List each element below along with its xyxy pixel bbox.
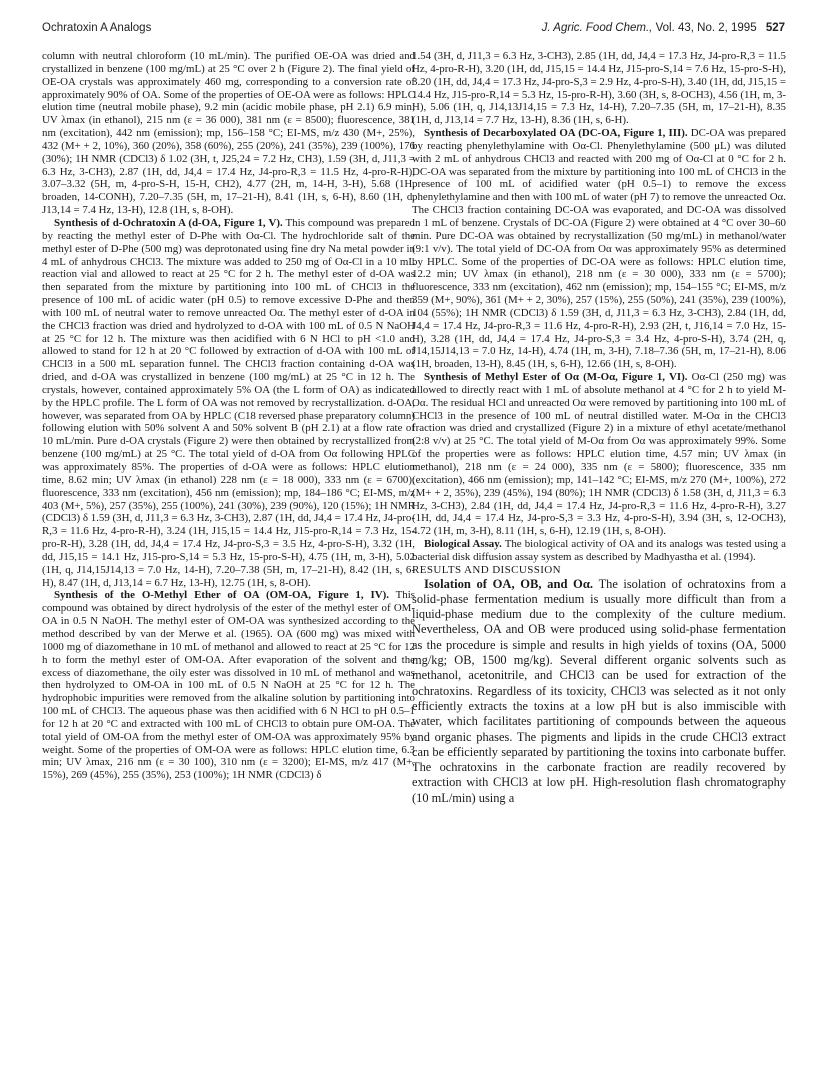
paragraph-body: The isolation of ochratoxins from a solid-phase fermentation medium is usually more difficult than from a liquid-phase medium due to the complexity of the culture medium. Nevertheless, OA and OB were produced using solid-phase fermentation as the procedure is simple and results in high yields of toxins (OA, 5000 mg/kg; OB, 1500 mg/kg). Several different organic solvents such as methanol, acetonitrile, and CHCl3 can be used for extraction of the ochratoxins. Regardless of its toxicity, CHCl3 was selected as it not only efficiently extracts the toxins at a low pH but is also immiscible with water, which facilitates partitioning of compounds between the aqueous and organic phases. The pigments and lipids in the crude CHCl3 extract can be efficiently separated by partitioning the toxins into carbonate buffer. The ochratoxins in the carbonate fraction are readily recovered by extraction with CHCl3 at low pH. High-resolution flash chromatography (10 mL/min) using a xyxy=(412,576,786,805)
paragraph-body: Oα-Cl (250 mg) was allowed to directly react with 1 mL of absolute methanol at 4 °C for 2 h to yield M-Oα. The residual HCl and unreacted Oα were removed by partitioning into 100 mL of CHCl3 in the presence of 100 mL of neutral distilled water. M-Oα in the CHCl3 fraction was dried and crystallized (Figure 2) in a mixture of ethyl acetate/methanol (2:8 v/v) at 25 °C. The total yield of M-Oα from Oα was approximately 99%. Some of the properties were as follows: HPLC elution time, 4.57 min; UV λmax (in methanol), 218 nm (ε = 24 000), 335 nm (ε = 5800); fluorescence, 335 nm (excitation), 466 nm (emission); mp, 141–142 °C; EI-MS, m/z 270 (M+, 100%), 272 (M+ + 2, 35%), 239 (45%), 194 (80%); 1H NMR (CDCl3) δ 1.58 (3H, d, J11,3 = 6.3 Hz, 3-CH3), 2.84 (1H, dd, J4,4 = 17.4 Hz, J4-pro-R,3 = 11.6 Hz, 4-pro-R-H), 3.27 (1H, dd, J4,4 = 17.4 Hz, J4-pro-S,3 = 3.3 Hz, 4-pro-S-H), 3.94 (3H, s, 12-OCH3), 4.72 (1H, m, 3-H), 8.11 (1H, s, 6-H), 12.19 (1H, s, 8-OH). xyxy=(412,371,786,538)
paragraph-body: This compound was obtained by direct hydrolysis of the ester of the methyl ester of OM-OA in 0.5 N NaOH. The methyl ester of OM-OA was synthesized according to the method described by van der Merwe et al. (1965). OA (600 mg) was mixed with 1000 mg of diazomethane in 10 mL of methanol and allowed to react at 25 °C for 12 h to form the methyl ester of OM-OA. After evaporation of the solvent and the excess of diazomethane, the oily ester was dissolved in 10 mL of methanol and was then hydrolyzed to OM-OA in 100 mL of 0.5 N NaOH at 25 °C for 12 h. The hydrophobic impurities were removed from the alkaline solution by partitioning into 100 mL of CHCl3. The aqueous phase was then acidified with 6 N HCl to pH 0.5–1 for 12 h at 20 °C and extracted with 100 mL of CHCl3 to obtain pure OM-OA. The total yield of OM-OA from the methyl ester of OM-OA was approximately 95% by weight. Some of the properties of OM-OA were as follows: HPLC elution time, 6.3 min; UV λmax, 216 nm (ε = 30 100), 310 nm (ε = 3200); EI-MS, m/z 417 (M+, 15%), 269 (45%), 255 (35%), 253 (100%); 1H NMR (CDCl3) δ xyxy=(42,589,415,782)
paragraph-body: DC-OA was prepared by reacting phenylethylamine with Oα-Cl. Phenylethylamine (500 μL) was diluted with 2 mL of anhydrous CHCl3 and reacted with 200 mg of Oα-Cl at 0 °C for 2 h. DC-OA was separated from the mixture by partitioning into 100 mL of CHCl3 in the presence of 100 mL of acidified water (pH 0.5–1) to remove the excess phenylethylamine and then with 100 mL of water (pH 7) to remove the unreacted Oα. The CHCl3 fraction containing DC-OA was evaporated, and DC-OA was dissolved in 1 mL of benzene. Crystals of DC-OA (Figure 2) were obtained at 4 °C over 30–60 min. Pure DC-OA was obtained by recrystallization (50 mg/mL) in methanol/water (9:1 v/v). The total yield of DC-OA from Oα was approximately 95% as determined by HPLC. Some of the properties of DC-OA were as follows: HPLC elution time, 12.2 min; UV λmax (in ethanol), 218 nm (ε = 30 000), 333 nm (ε = 5700); fluorescence, 333 nm (excitation), 462 nm (emission); mp, 154–155 °C; EI-MS, m/z 359 (M+, 90%), 361 (M+ + 2, 30%), 257 (15%), 255 (50%), 241 (35%), 239 (100%), 104 (55%); 1H NMR (CDCl3) δ 1.59 (3H, d, J11,3 = 6.3 Hz, 3-CH3), 2.84 (1H, dd, J4,4 = 17.4 Hz, J4-pro-R,3 = 11.6 Hz, 4-pro-R-H), 2.93 (2H, t, J16,14 = 7.0 Hz, 15-H), 3.28 (1H, dd, J4,4 = 17.4 Hz, J4-pro-S,3 = 3.4 Hz, 4-pro-S-H), 3.74 (2H, q, J14,15J14,13 = 7.0 Hz, 14-H), 4.74 (1H, m, 3-H), 7.18–7.36 (5H, m, 17–21-H), 8.06 (1H, broaden, 13-H), 8.45 (1H, s, 6-H), 12.66 (1H, s, 8-OH). xyxy=(412,127,786,371)
subsection-heading: Synthesis of d-Ochratoxin A (d-OA, Figure 1, V). xyxy=(54,216,283,229)
journal-volume: Vol. 43, No. 2, 1995 xyxy=(655,22,757,34)
subsection-heading: Synthesis of Decarboxylated OA (DC-OA, Figure 1, III). xyxy=(424,127,688,140)
paragraph-m-oa-synthesis xyxy=(412,371,786,538)
paragraph-body: The biological activity of OA and its analogs was tested using a bacterial disk diffusion assay system as described by Madhyastha et al. (1994). xyxy=(412,538,787,563)
paragraph-isolation xyxy=(412,577,786,806)
section-heading: RESULTS AND DISCUSSION xyxy=(412,563,561,576)
subsection-heading: Biological Assay. xyxy=(424,538,502,551)
paragraph-body: This compound was prepared by reacting the methyl ester of D-Phe with Oα-Cl. The hydrochloride salt of the methyl ester of D-Phe (500 mg) was deprotonated using fine dry Na metal powder in 4 mL of anhydrous CHCl3. The mixture was added to 250 mg of Oα-Cl in a 10 mL reaction vial and allowed to react at 25 °C for 2 h. The methyl ester of d-OA was then separated from the mixture by partitioning into 100 mL of CHCl3 in the presence of 100 mL of acidic water (pH 0.5) to remove excessive D-Phe and then with 100 mL of neutral water to remove unreacted Oα. The methyl ester of d-OA in the CHCl3 fraction was dried and hydrolyzed to d-OA with 100 mL of 0.5 N NaOH at 25 °C for 12 h. The mixture was then acidified with 6 N HCl to pH <1.0 and allowed to stand for 12 h at 20 °C followed by extraction of d-OA with 100 mL of CHCl3 in a 500 mL separation funnel. The CHCl3 fraction containing d-OA was dried, and d-OA was crystallized in benzene (100 mg/mL) at 25 °C in 12 h. The crystals, however, contained approximately 5% OA (the L form of OA) as indicated by the HPLC profile. The L form of OA was not removed by recrystallization. d-OA, however, was separated from OA by HPLC (C18 reversed phase preparatory column) following elution with 50% solvent A and 50% solvent B (pH 2.1) at a flow rate of 10 mL/min. Pure d-OA crystals (Figure 2) were then obtained by recrystallized from benzene (100 mg/mL) at 25 °C. The total yield of d-OA from Oα following HPLC was approximately 85%. The properties of d-OA were as follows: HPLC elution time, 8.62 min; UV λmax (in ethanol) 228 nm (ε = 18 000), 333 nm (ε = 6700); fluorescence, 333 nm (excitation), 456 nm (emission); mp, 184–186 °C; EI-MS, m/z 403 (M+, 5%), 257 (35%), 255 (100%), 241 (30%), 239 (90%), 120 (15%); 1H NMR (CDCl3) δ 1.59 (3H, d, J11,3 = 6.3 Hz, 3-CH3), 2.87 (1H, dd, J4,4 = 17.4 Hz, J4-pro-R,3 = 11.6 Hz, 4-pro-R-H), 3.24 (1H, J15,15 = 14.4 Hz, J15-pro-R,14 = 7.3 Hz, 15-pro-R-H), 3.28 (1H, dd, J4,4 = 17.4 Hz, J4-pro-S,3 = 3.5 Hz, 4-pro-S-H), 3.32 (1H, dd, J15,15 = 14.1 Hz, J15-pro-S,14 = 5.3 Hz, 15-pro-S-H), 4.75 (1H, m, 3-H), 5.02 (1H, q, J14,15J14,13 = 7.0 Hz, 14-H), 7.20–7.38 (5H, m, 17–21-H), 8.42 (1H, s, 6-H), 8.47 (1H, d, J13,14 = 6.7 Hz, 13-H), 12.75 (1H, s, 8-OH). xyxy=(42,216,415,589)
journal-name: J. Agric. Food Chem., xyxy=(541,22,653,34)
paragraph-oe-oa-continued: column with neutral chloroform (10 mL/min). The purified OE-OA was dried and crystallized in benzene (100 mg/mL) at 25 °C over 2 h (Figure 2). The final yield of OE-OA crystals was approximately 460 mg, corresponding to a conversion rate of approximately 90% of OA. Some of the properties of OE-OA were as follows: HPLC elution time (neutral mobile phase), 9.2 min (acidic mobile phase, pH 2.1) 6.9 min; UV λmax (in ethanol), 215 nm (ε = 36 000), 381 nm (ε = 8500); fluorescence, 381 nm (excitation), 442 nm (emission); mp, 156–158 °C; EI-MS, m/z 430 (M+, 25%), 432 (M+ + 2, 10%), 360 (20%), 358 (60%), 255 (20%), 241 (35%), 239 (100%), 176 (30%); 1H NMR (CDCl3) δ 1.02 (3H, t, J25,24 = 7.2 Hz, CH3), 1.59 (3H, d, J11,3 = 6.3 Hz, 3-CH3), 2.87 (1H, dd, J4,4 = 17.4 Hz, J4-pro-R,3 = 11.5 Hz, 4-pro-R-H), 3.07–3.32 (5H, m, 4-pro-S-H, 15-H, CH2), 4.77 (2H, m, 14-H, 3-H), 5.68 (1H, broaden, 14-CONH), 7.20–7.35 (5H, m, 17–21-H), 8.41 (1H, s, 6-H), 8.60 (1H, d, J13,14 = 7.4 Hz, 13-H), 12.8 (1H, s, 8-OH). xyxy=(42,50,415,217)
running-title: Ochratoxin A Analogs xyxy=(42,22,152,34)
left-column xyxy=(42,50,415,782)
right-column xyxy=(412,50,786,806)
subsection-heading: Synthesis of Methyl Ester of Oα (M-Oα, Figure 1, VI). xyxy=(424,371,688,384)
paragraph-om-oa-continued: 1.54 (3H, d, J11,3 = 6.3 Hz, 3-CH3), 2.85 (1H, dd, J4,4 = 17.3 Hz, J4-pro-R,3 = 11.5 Hz, 4-pro-R-H), 3.20 (1H, dd, J15,15 = 14.4 Hz, J15-pro-S,14 = 7.6 Hz, 15-pro-S-H), 3.20 (1H, dd, J4,4 = 17.3 Hz, J4-pro-S,3 = 2.9 Hz, 4-pro-S-H), 3.40 (1H, dd, J15,15 = 14.4 Hz, J15-pro-R,14 = 5.3 Hz, 15-pro-R-H), 3.60 (3H, s, 8-OCH3), 4.56 (1H, m, 3-H), 5.06 (1H, q, J14,13J14,15 = 7.3 Hz, 14-H), 7.20–7.35 (5H, m, 17–21-H), 8.35 (1H, d, J13,14 = 7.7 Hz, 13-H), 8.36 (1H, s, 6-H). xyxy=(412,50,786,127)
running-head xyxy=(42,22,785,38)
subsection-heading: Isolation of OA, OB, and Oα. xyxy=(424,576,594,591)
journal-citation xyxy=(542,22,785,34)
paragraph-d-oa-synthesis xyxy=(42,217,415,589)
paragraph-dc-oa-synthesis xyxy=(412,127,786,371)
paragraph-biological-assay xyxy=(412,538,786,564)
page-number: 527 xyxy=(765,22,785,34)
paragraph-om-oa-synthesis xyxy=(42,589,415,782)
subsection-heading: Synthesis of the O-Methyl Ether of OA (OM-OA, Figure 1, IV). xyxy=(54,589,389,602)
